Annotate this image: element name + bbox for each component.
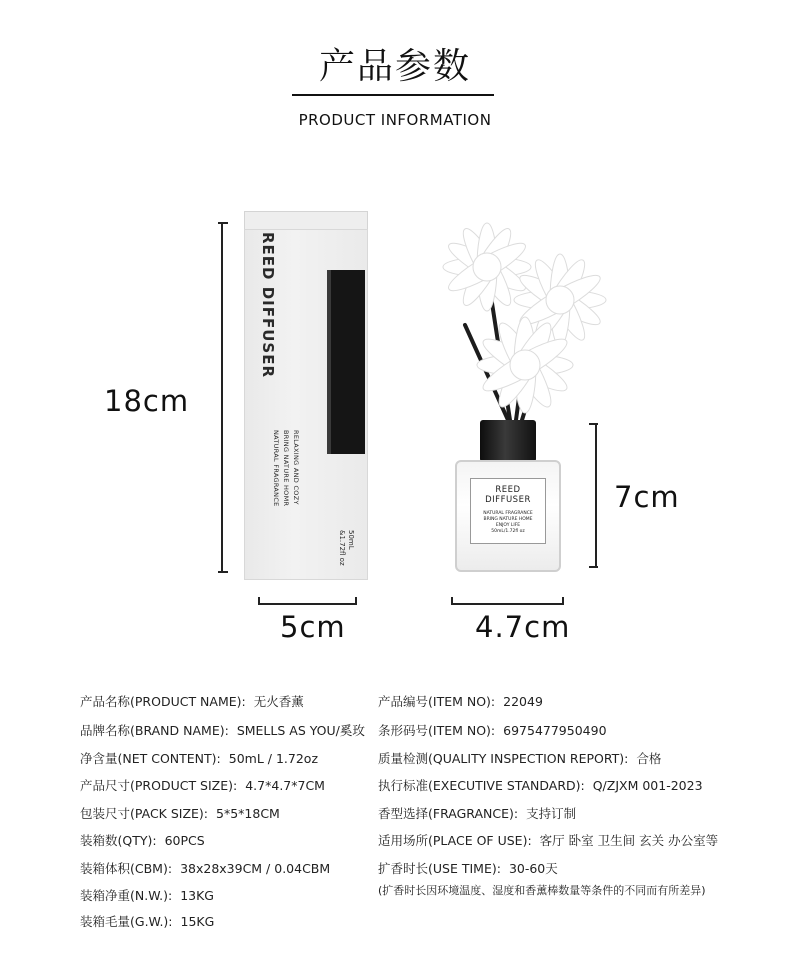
bottle-label-small4: 50mL/1.72fl oz <box>491 529 525 534</box>
spec-product-size: 产品尺寸(PRODUCT SIZE): 4.7*4.7*7CM <box>80 778 325 793</box>
bottle-height-label: 7cm <box>614 480 680 514</box>
box-tagline-3: NATURAL FRAGRANCE <box>272 430 280 507</box>
bottle-label-small2: BRING NATURE HOME <box>483 517 533 522</box>
box-height-line <box>221 222 223 572</box>
spec-pack-size: 包装尺寸(PACK SIZE): 5*5*18CM <box>80 806 280 821</box>
spec-gross-weight: 装箱毛量(G.W.): 15KG <box>80 914 215 929</box>
spec-brand-name: 品牌名称(BRAND NAME): SMELLS AS YOU/奚玫 <box>80 723 365 738</box>
page-subtitle: PRODUCT INFORMATION <box>298 111 492 129</box>
box-volume-oz: &1.72fl oz <box>338 530 346 566</box>
bottle-label-small1: NATURAL FRAGRANCE <box>483 511 533 516</box>
spec-net-weight: 装箱净重(N.W.): 13KG <box>80 888 214 903</box>
bottle-label-small3: ENJOY LIFE <box>495 523 521 528</box>
bottle-height-line <box>595 423 597 567</box>
box-top-face <box>244 211 368 231</box>
reed-flowers-image <box>430 215 620 430</box>
bottle-label-line1: REED <box>495 485 521 495</box>
title-divider <box>292 94 494 96</box>
box-width-line <box>258 603 357 605</box>
bottle-cap <box>480 420 536 462</box>
box-height-label: 18cm <box>104 384 190 418</box>
bottle-height-cap-top <box>589 423 598 425</box>
spec-fragrance: 香型选择(FRAGRANCE): 支持订制 <box>378 806 577 821</box>
spec-executive-standard: 执行标准(EXECUTIVE STANDARD): Q/ZJXM 001-2023 <box>378 778 703 793</box>
bottle-label-line2: DIFFUSER <box>485 495 531 505</box>
spec-item-no: 产品编号(ITEM NO): 22049 <box>378 694 543 709</box>
box-product-name: REED DIFFUSER <box>259 232 277 379</box>
spec-net-content: 净含量(NET CONTENT): 50mL / 1.72oz <box>80 751 319 766</box>
box-height-cap-top <box>218 222 228 224</box>
bottle-width-label: 4.7cm <box>475 610 571 644</box>
use-time-note: (扩香时长因环境温度、湿度和香薰棒数量等条件的不同而有所差异) <box>378 884 706 897</box>
box-width-cap-right <box>355 597 357 605</box>
spec-use-time: 扩香时长(USE TIME): 30-60天 <box>378 861 558 876</box>
box-tagline-2: BRING NATURE HOMR <box>282 430 290 507</box>
bottle-width-cap-right <box>562 597 564 605</box>
spec-barcode: 条形码号(ITEM NO): 6975477950490 <box>378 723 607 738</box>
box-width-label: 5cm <box>280 610 346 644</box>
spec-qty: 装箱数(QTY): 60PCS <box>80 833 205 848</box>
page-title: 产品参数 <box>318 46 471 87</box>
box-window <box>327 270 365 454</box>
spec-place-of-use: 适用场所(PLACE OF USE): 客厅 卧室 卫生间 玄关 办公室等 <box>378 833 719 848</box>
bottle-height-cap-bottom <box>589 566 598 568</box>
box-height-cap-bottom <box>218 571 228 573</box>
spec-quality-report: 质量检测(QUALITY INSPECTION REPORT): 合格 <box>378 751 662 766</box>
box-volume: 50mL <box>347 530 355 550</box>
spec-cbm: 装箱体积(CBM): 38x28x39CM / 0.04CBM <box>80 861 331 876</box>
bottle-width-line <box>451 603 564 605</box>
box-tagline-1: RELAXING AND COZY <box>292 430 300 505</box>
bottle-label <box>470 478 546 544</box>
spec-product-name: 产品名称(PRODUCT NAME): 无火香薰 <box>80 694 304 709</box>
